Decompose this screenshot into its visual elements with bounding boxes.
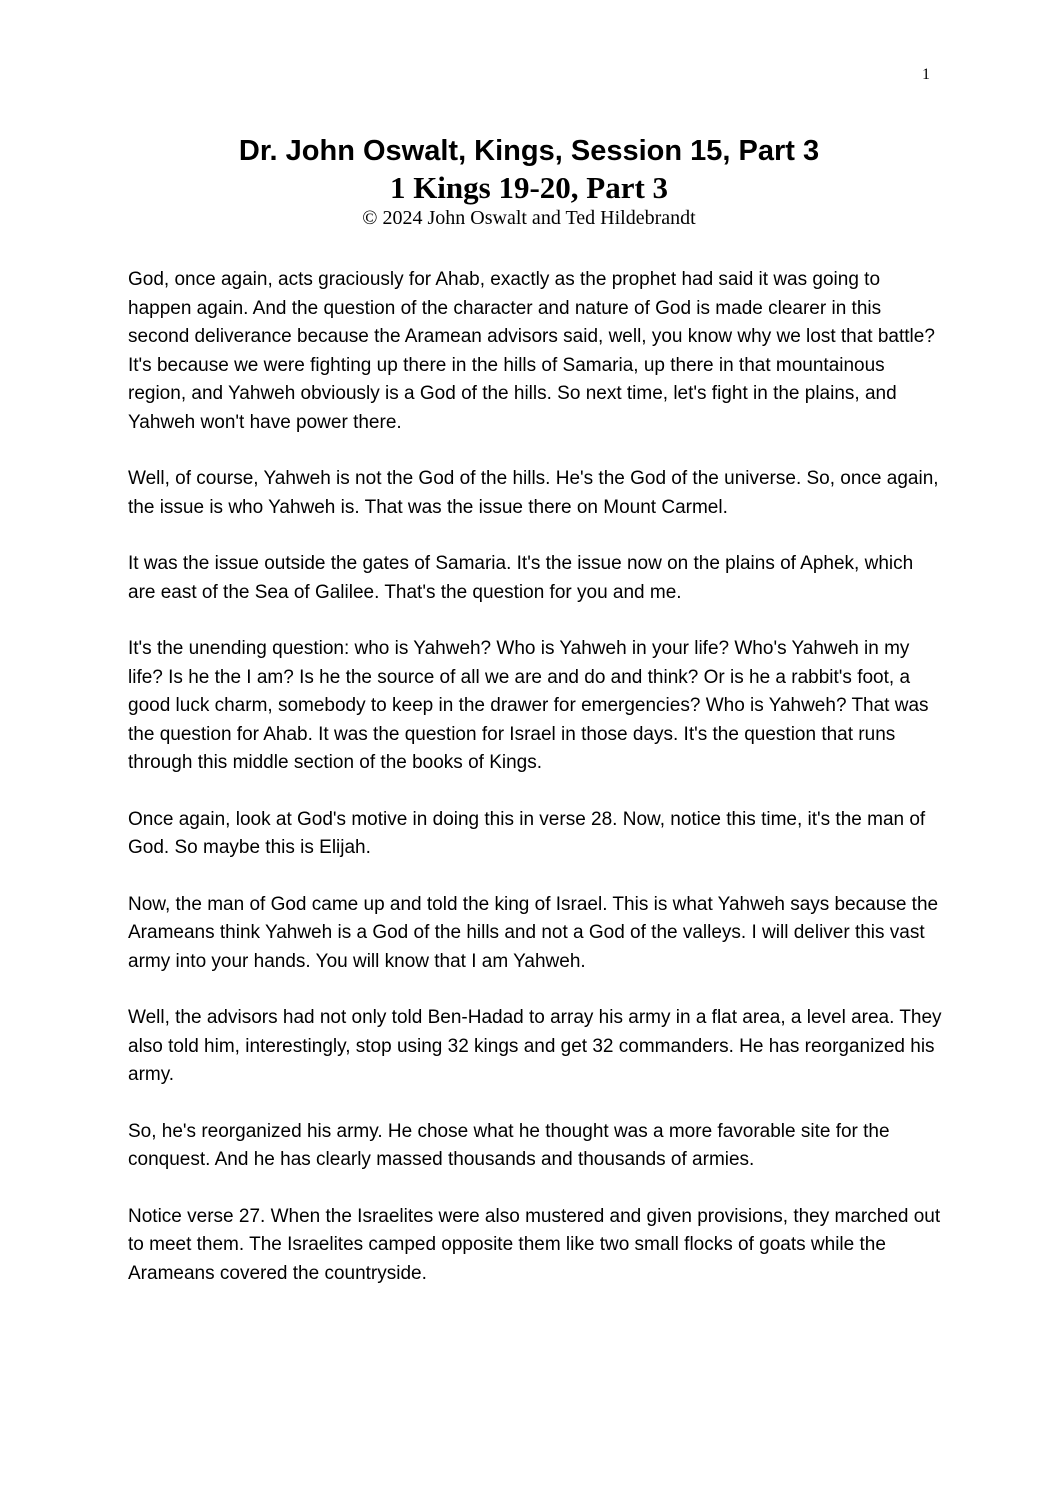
- document-title: Dr. John Oswalt, Kings, Session 15, Part 3: [238, 135, 820, 167]
- document-subtitle: 1 Kings 19-20, Part 3: [389, 170, 669, 205]
- paragraph: So, he's reorganized his army. He chose what he thought was a more favorable site for the conquest. And he has clearly massed thousands and thousands of armies.: [128, 1120, 890, 1170]
- document-header: [0, 133, 1058, 229]
- paragraph: It was the issue outside the gates of Samaria. It's the issue now on the plains of Aphek, which are east of the Sea of Galilee. That's the question for you and me.: [128, 553, 914, 603]
- paragraph: Well, of course, Yahweh is not the God of the hills. He's the God of the universe. So, once again, the issue is who Yahweh is. That was the issue there on Mount Carmel.: [128, 468, 939, 518]
- document-body: [128, 266, 943, 1316]
- paragraph: God, once again, acts graciously for Ahab, exactly as the prophet had said it was going to happen again. And the question of the character and nature of God is made clearer in this second deliverance because the Aramean advisors said, well, you know why we lost that battle? It's because we were fighting up there in the hills of Samaria, up there in that mountainous region, and Yahweh obviously is a God of the hills. So next time, let's fight in the plains, and Yahweh won't have power there.: [128, 269, 935, 433]
- paragraph: It's the unending question: who is Yahweh? Who is Yahweh in your life? Who's Yahweh in my life? Is he the I am? Is he the source of all we are and do and think? Or is he a rabbit's foot, a good luck charm, somebody to keep in the drawer for emergencies? Who is Yahweh? That was the question for Ahab. It was the question for Israel in those days. It's the question that runs through this middle section of the books of Kings.: [128, 638, 929, 773]
- paragraph: Notice verse 27. When the Israelites were also mustered and given provisions, they marched out to meet them. The Israelites camped opposite them like two small flocks of goats while the Arameans covered the countryside.: [128, 1205, 941, 1284]
- page-number: 1: [922, 66, 930, 83]
- copyright-notice: © 2024 John Oswalt and Ted Hildebrandt: [362, 207, 696, 229]
- paragraph: Now, the man of God came up and told the king of Israel. This is what Yahweh says because the Arameans think Yahweh is a God of the hills and not a God of the valleys. I will deliver this vast army into your hands. You will know that I am Yahweh.: [128, 893, 939, 972]
- paragraph: Well, the advisors had not only told Ben-Hadad to array his army in a flat area, a level area. They also told him, interestingly, stop using 32 kings and get 32 commanders. He has reorganized his army.: [128, 1007, 942, 1085]
- paragraph: Once again, look at God's motive in doing this in verse 28. Now, notice this time, it's the man of God. So maybe this is Elijah.: [128, 808, 926, 858]
